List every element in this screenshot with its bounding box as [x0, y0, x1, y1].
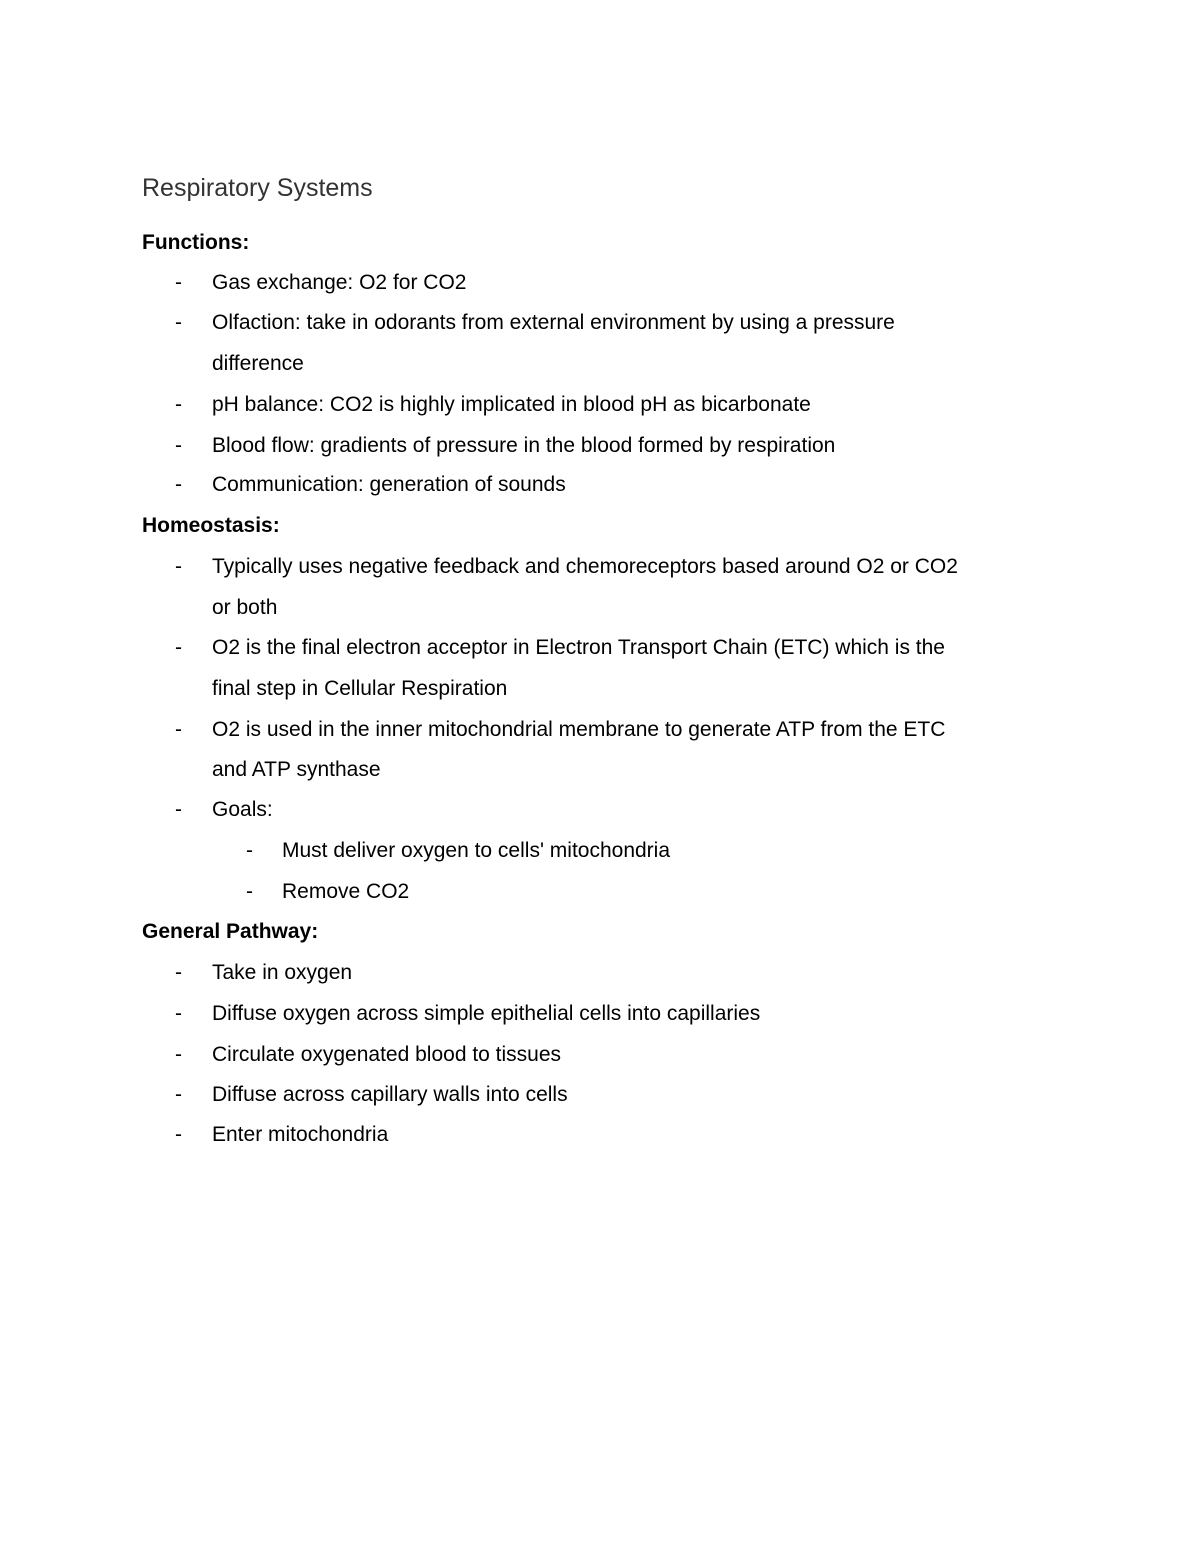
functions-item-3: pH balance: CO2 is highly implicated in blood pH as bicarbonate [212, 393, 811, 416]
homeostasis-item-1-cont: or both [212, 596, 278, 619]
homeostasis-item-2-cont: final step in Cellular Respiration [212, 677, 508, 700]
functions-item-2-cont: difference [212, 352, 304, 375]
pathway-item-4: Diffuse across capillary walls into cells [212, 1083, 568, 1106]
pathway-item-5: Enter mitochondria [212, 1123, 389, 1146]
homeostasis-item-3: O2 is used in the inner mitochondrial membrane to generate ATP from the ETC [212, 718, 946, 741]
bullet-dash: - [175, 1083, 182, 1106]
homeostasis-item-1: Typically uses negative feedback and chemoreceptors based around O2 or CO2 [212, 555, 958, 578]
pathway-item-3: Circulate oxygenated blood to tissues [212, 1043, 562, 1066]
document-title: Respiratory Systems [142, 174, 373, 202]
bullet-dash: - [175, 555, 182, 578]
homeostasis-heading: Homeostasis: [142, 514, 280, 537]
functions-item-1: Gas exchange: O2 for CO2 [212, 271, 467, 294]
bullet-dash: - [175, 393, 182, 416]
homeostasis-item-2: O2 is the final electron acceptor in Electron Transport Chain (ETC) which is the [212, 636, 945, 659]
functions-item-5: Communication: generation of sounds [212, 473, 566, 496]
bullet-dash: - [175, 1043, 182, 1066]
pathway-item-1: Take in oxygen [212, 961, 353, 984]
sub-bullet-dash: - [246, 839, 253, 862]
bullet-dash: - [175, 1123, 182, 1146]
homeostasis-item-3-cont: and ATP synthase [212, 758, 381, 781]
pathway-heading: General Pathway: [142, 920, 319, 943]
functions-item-4: Blood flow: gradients of pressure in the blood formed by respiration [212, 434, 836, 457]
sub-bullet-dash: - [246, 880, 253, 903]
functions-heading: Functions: [142, 231, 250, 254]
bullet-dash: - [175, 636, 182, 659]
homeostasis-item-4: Goals: [212, 798, 273, 821]
bullet-dash: - [175, 961, 182, 984]
functions-item-2: Olfaction: take in odorants from external environment by using a pressure [212, 311, 895, 334]
homeostasis-subitem-2: Remove CO2 [282, 880, 410, 903]
bullet-dash: - [175, 271, 182, 294]
bullet-dash: - [175, 311, 182, 334]
bullet-dash: - [175, 473, 182, 496]
bullet-dash: - [175, 434, 182, 457]
bullet-dash: - [175, 1002, 182, 1025]
homeostasis-subitem-1: Must deliver oxygen to cells' mitochondria [282, 839, 671, 862]
pathway-item-2: Diffuse oxygen across simple epithelial cells into capillaries [212, 1002, 761, 1025]
bullet-dash: - [175, 718, 182, 741]
bullet-dash: - [175, 798, 182, 821]
